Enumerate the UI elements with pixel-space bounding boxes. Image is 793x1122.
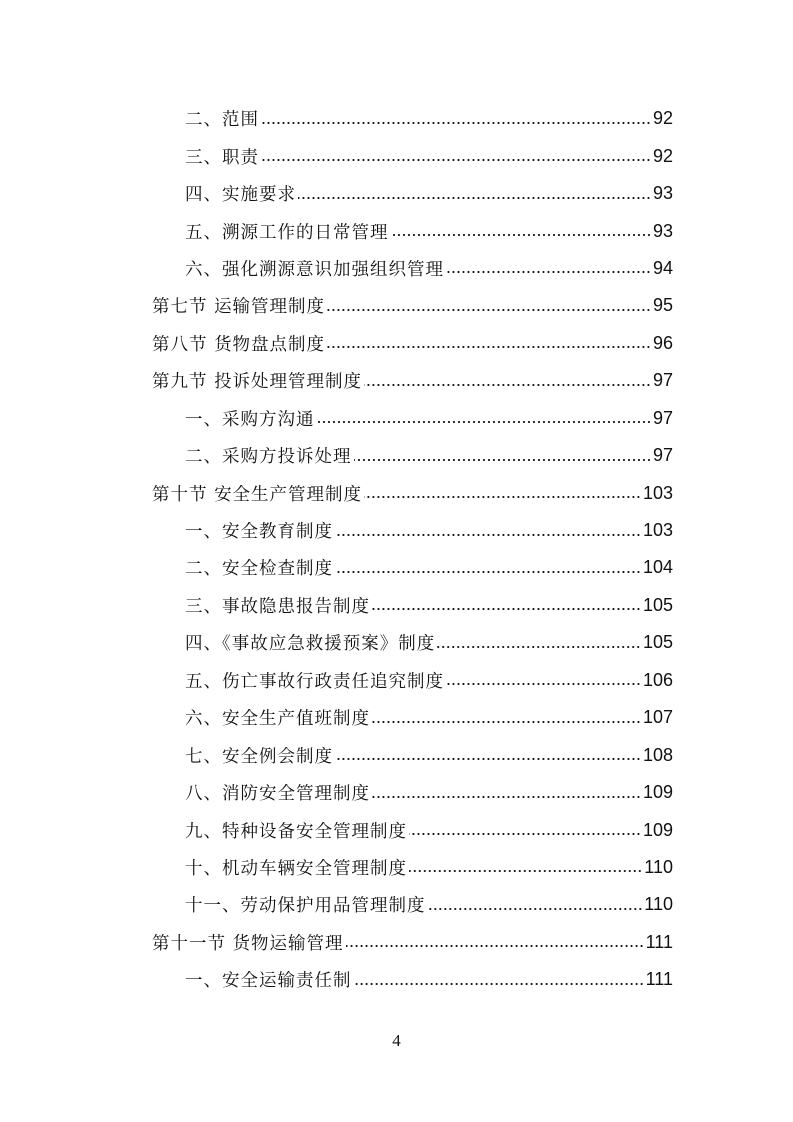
toc-entry[interactable] <box>152 287 673 324</box>
dot-leader <box>409 831 641 837</box>
toc-entry[interactable] <box>152 212 673 249</box>
toc-entry-page: 92 <box>652 145 673 166</box>
toc-entry-title: 第八节 货物盘点制度 <box>152 334 326 355</box>
toc-entry-title: 第七节 运输管理制度 <box>152 297 326 318</box>
dot-leader <box>298 195 651 201</box>
toc-entry[interactable] <box>152 662 673 699</box>
dot-leader <box>391 232 651 238</box>
dot-leader <box>354 981 644 987</box>
dot-leader <box>261 120 651 126</box>
toc-entry-page: 103 <box>642 482 673 503</box>
toc-entry-title: 五、伤亡事故行政责任追究制度 <box>185 671 444 692</box>
toc-entry-title: 四、实施要求 <box>185 185 296 206</box>
toc-entry[interactable] <box>152 325 673 362</box>
toc-entry[interactable] <box>152 736 673 773</box>
toc-entry-title: 二、安全检查制度 <box>185 559 333 580</box>
dot-leader <box>372 719 641 725</box>
toc-entry[interactable] <box>152 699 673 736</box>
dot-leader <box>261 157 651 163</box>
toc-entry-page: 111 <box>645 969 673 990</box>
toc-entry-page: 109 <box>642 782 673 803</box>
dot-leader <box>372 606 641 612</box>
dot-leader <box>354 457 651 463</box>
toc-entry[interactable] <box>152 175 673 212</box>
toc-entry[interactable] <box>152 250 673 287</box>
toc-entry-page: 109 <box>642 819 673 840</box>
dot-leader <box>346 943 644 949</box>
toc-entry-page: 107 <box>642 707 673 728</box>
toc-entry[interactable] <box>152 474 673 511</box>
toc-entry-title: 十、机动车辆安全管理制度 <box>185 858 407 879</box>
toc-entry[interactable] <box>152 137 673 174</box>
toc-entry[interactable] <box>152 362 673 399</box>
dot-leader <box>327 344 651 350</box>
toc-entry-page: 110 <box>644 856 673 877</box>
toc-entry[interactable] <box>152 811 673 848</box>
dot-leader <box>364 382 651 388</box>
table-of-contents <box>152 100 673 999</box>
dot-leader <box>327 307 651 313</box>
toc-entry-title: 五、溯源工作的日常管理 <box>185 222 389 243</box>
toc-entry-title: 四、《事故应急救援预案》制度 <box>185 634 436 655</box>
toc-entry-page: 93 <box>652 220 673 241</box>
toc-entry[interactable] <box>152 886 673 923</box>
toc-entry-page: 93 <box>652 183 673 204</box>
toc-entry[interactable] <box>152 849 673 886</box>
dot-leader <box>446 269 651 275</box>
toc-entry-page: 110 <box>644 894 673 915</box>
toc-entry-title: 八、消防安全管理制度 <box>185 784 370 805</box>
toc-entry[interactable] <box>152 512 673 549</box>
toc-entry[interactable] <box>152 400 673 437</box>
toc-entry-page: 96 <box>652 332 673 353</box>
dot-leader <box>437 644 641 650</box>
toc-entry-page: 95 <box>652 295 673 316</box>
toc-entry-page: 106 <box>642 669 673 690</box>
toc-entry-page: 111 <box>645 931 673 952</box>
toc-entry-page: 103 <box>642 520 673 541</box>
toc-entry-title: 七、安全例会制度 <box>185 746 333 767</box>
dot-leader <box>335 569 641 575</box>
dot-leader <box>446 681 641 687</box>
toc-entry[interactable] <box>152 587 673 624</box>
dot-leader <box>372 794 641 800</box>
dot-leader <box>428 906 643 912</box>
dot-leader <box>364 494 641 500</box>
toc-entry-page: 97 <box>652 445 673 466</box>
toc-entry-title: 九、特种设备安全管理制度 <box>185 821 407 842</box>
dot-leader <box>335 756 641 762</box>
toc-entry-title: 一、安全教育制度 <box>185 522 333 543</box>
toc-entry-page: 108 <box>642 744 673 765</box>
toc-entry-page: 105 <box>642 632 673 653</box>
toc-entry[interactable] <box>152 774 673 811</box>
toc-entry-title: 六、强化溯源意识加强组织管理 <box>185 259 444 280</box>
toc-entry-title: 一、安全运输责任制 <box>185 971 352 992</box>
dot-leader <box>409 868 642 874</box>
toc-entry-page: 94 <box>652 257 673 278</box>
toc-entry-title: 三、事故隐患报告制度 <box>185 596 370 617</box>
toc-entry-title: 六、安全生产值班制度 <box>185 709 370 730</box>
toc-entry-page: 97 <box>652 370 673 391</box>
toc-entry-title: 十一、劳动保护用品管理制度 <box>185 896 426 917</box>
toc-entry-page: 104 <box>642 557 673 578</box>
toc-entry[interactable] <box>152 549 673 586</box>
toc-entry[interactable] <box>152 624 673 661</box>
toc-entry-title: 二、范围 <box>185 110 259 131</box>
toc-entry-title: 一、采购方沟通 <box>185 409 315 430</box>
toc-entry[interactable] <box>152 437 673 474</box>
toc-entry[interactable] <box>152 924 673 961</box>
toc-entry[interactable] <box>152 961 673 998</box>
toc-entry-page: 97 <box>652 407 673 428</box>
dot-leader <box>317 419 651 425</box>
toc-entry-title: 二、采购方投诉处理 <box>185 447 352 468</box>
toc-entry-title: 第十一节 货物运输管理 <box>152 933 344 954</box>
toc-entry-title: 第九节 投诉处理管理制度 <box>152 372 363 393</box>
toc-entry-title: 第十节 安全生产管理制度 <box>152 484 363 505</box>
page-number: 4 <box>392 1031 401 1050</box>
toc-entry-page: 92 <box>652 108 673 129</box>
toc-entry[interactable] <box>152 100 673 137</box>
toc-entry-title: 三、职责 <box>185 147 259 168</box>
toc-entry-page: 105 <box>642 594 673 615</box>
dot-leader <box>335 532 641 538</box>
